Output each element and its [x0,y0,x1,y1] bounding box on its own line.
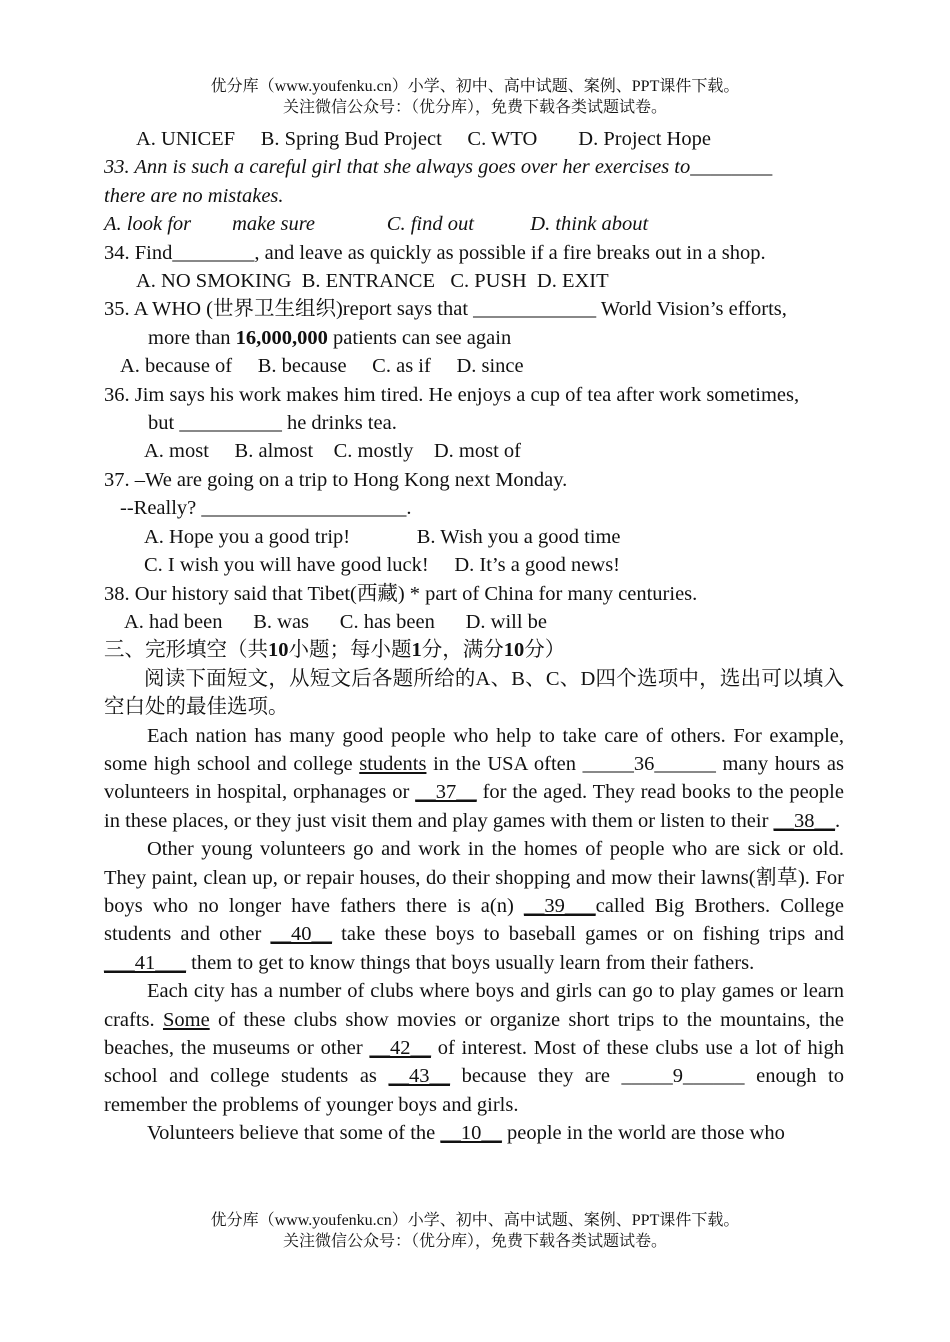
p4-text-1: Volunteers believe that some of the [147,1122,441,1145]
p2-text-3: take these boys to baseball games or on fishing trips and [331,923,844,946]
section3-title-text-4: 分） [524,639,566,662]
blank-40: __40__ [270,923,332,946]
blank-38: __38__ [773,809,836,832]
p2-text-2: called Big Brothers. College students and other [104,894,844,946]
page-footer [0,1210,950,1252]
section3-title-text-2: 小题；每小题 [288,639,412,662]
passage-paragraph-3 [104,977,844,1119]
passage-paragraph-4 [104,1119,844,1147]
q35-options: A. because of B. because C. as if D. since [120,355,524,378]
q36-options: A. most B. almost C. mostly D. most of [144,440,521,463]
p2-text-1: Other young volunteers go and work in the homes of people who are sick or old. They paint, clean up, or repair houses, do their shopping and mow their lawns(割草). For boys who no longer have fathers there is a(n) [104,838,844,917]
footer-line-2: 关注微信公众号：（优分库），免费下载各类试题试卷。 [282,1233,667,1250]
p1-underlined-word: students [359,752,427,775]
q35-stem-text: more than [148,326,236,349]
blank-41: ___41___ [104,951,186,974]
header-line-1: 优分库（www.youfenku.cn）小学、初中、高中试题、案例、PPT课件下载。 [210,78,740,95]
p3-text-4: because they are _____9______ enough to remember the problems of younger boys and girls. [104,1065,844,1116]
p1-text-2: in the USA often _____36______ many hours as volunteers in hospital, orphanages or [104,752,845,804]
blank-37: __37__ [415,781,477,804]
q35-stem-tail: patients can see again [327,326,512,349]
q37-options-line2: C. I wish you will have good luck! D. It’s a good news! [144,554,620,577]
header-line-2: 关注微信公众号：（优分库），免费下载各类试题试卷。 [282,99,667,116]
page-header [0,76,950,118]
document-body [104,125,844,1148]
section3-total-points: 10 [503,639,525,662]
section3-title-text: 三、完形填空（共 [104,639,268,662]
p4-text-2: people in the world are those who [501,1122,785,1145]
p1-text-1: Each nation has many good people who help to take care of others. For example, some high school and college [104,724,844,775]
footer-line-1: 优分库（www.youfenku.cn）小学、初中、高中试题、案例、PPT课件下载。 [210,1212,740,1229]
q33-stem-line2: there are no mistakes. [104,184,284,207]
q37-stem-line1: 37. –We are going on a trip to Hong Kong next Monday. [104,468,568,491]
q35-stem-line1: 35. A WHO (世界卫生组织)report says that ____________ World Vision’s efforts, [104,298,787,321]
p3-text-1: Each city has a number of clubs where boys and girls can go to play games or learn crafts. [104,980,844,1031]
section3-title [104,636,844,664]
p1-text-3: for the aged. They read books to the people in these places, or they just visit them and play games with them or listen to their [104,781,844,832]
q35-number: 16,000,000 [235,326,328,349]
blank-10: __10__ [440,1122,502,1145]
p1-text-4: . [835,809,841,832]
p2-text-4: them to get to know things that boys usually learn from their fathers. [186,951,755,974]
passage-paragraph-2 [104,835,844,977]
section3-instruction: 阅读下面短文，从短文后各题所给的A、B、C、D四个选项中，选出可以填入空白处的最佳选项。 [104,667,844,719]
section3-points-each: 1 [411,639,422,662]
q33-stem-line1: 33. Ann is such a careful girl that she always goes over her exercises to________ [104,156,773,179]
q37-options-line1: A. Hope you a good trip! B. Wish you a good time [144,525,621,548]
q38-stem: 38. Our history said that Tibet(西藏) * part of China for many centuries. [104,582,698,605]
q32-options: A. UNICEF B. Spring Bud Project C. WTO D. Project Hope [136,128,711,150]
q34-options: A. NO SMOKING B. ENTRANCE C. PUSH D. EXIT [136,270,609,293]
q33-options: A. look for make sure C. find out D. think about [104,213,649,236]
p3-text-3: of interest. Most of these clubs use a lot of high school and college students as [104,1037,844,1088]
q38-options: A. had been B. was C. has been D. will be [124,610,548,633]
section3-question-count: 10 [268,639,289,662]
q36-stem-line2: but __________ he drinks tea. [148,412,397,435]
blank-42: __42__ [369,1037,431,1059]
section3-title-text-3: 分，满分 [421,639,504,662]
q34-stem: 34. Find________, and leave as quickly as possible if a fire breaks out in a shop. [104,241,766,264]
q36-stem-line1: 36. Jim says his work makes him tired. He enjoys a cup of tea after work sometimes, [104,383,800,406]
passage-paragraph-1 [104,722,844,836]
q35-stem-line2 [104,324,844,352]
q37-stem-line2: --Really? ____________________. [120,497,412,520]
p3-underlined-word: Some [162,1008,210,1031]
p3-text-2: of these clubs show movies or organize short trips to the mountains, the beaches, the museums or other [104,1008,844,1059]
blank-43: __43__ [388,1065,450,1088]
blank-39: __39___ [523,894,596,917]
